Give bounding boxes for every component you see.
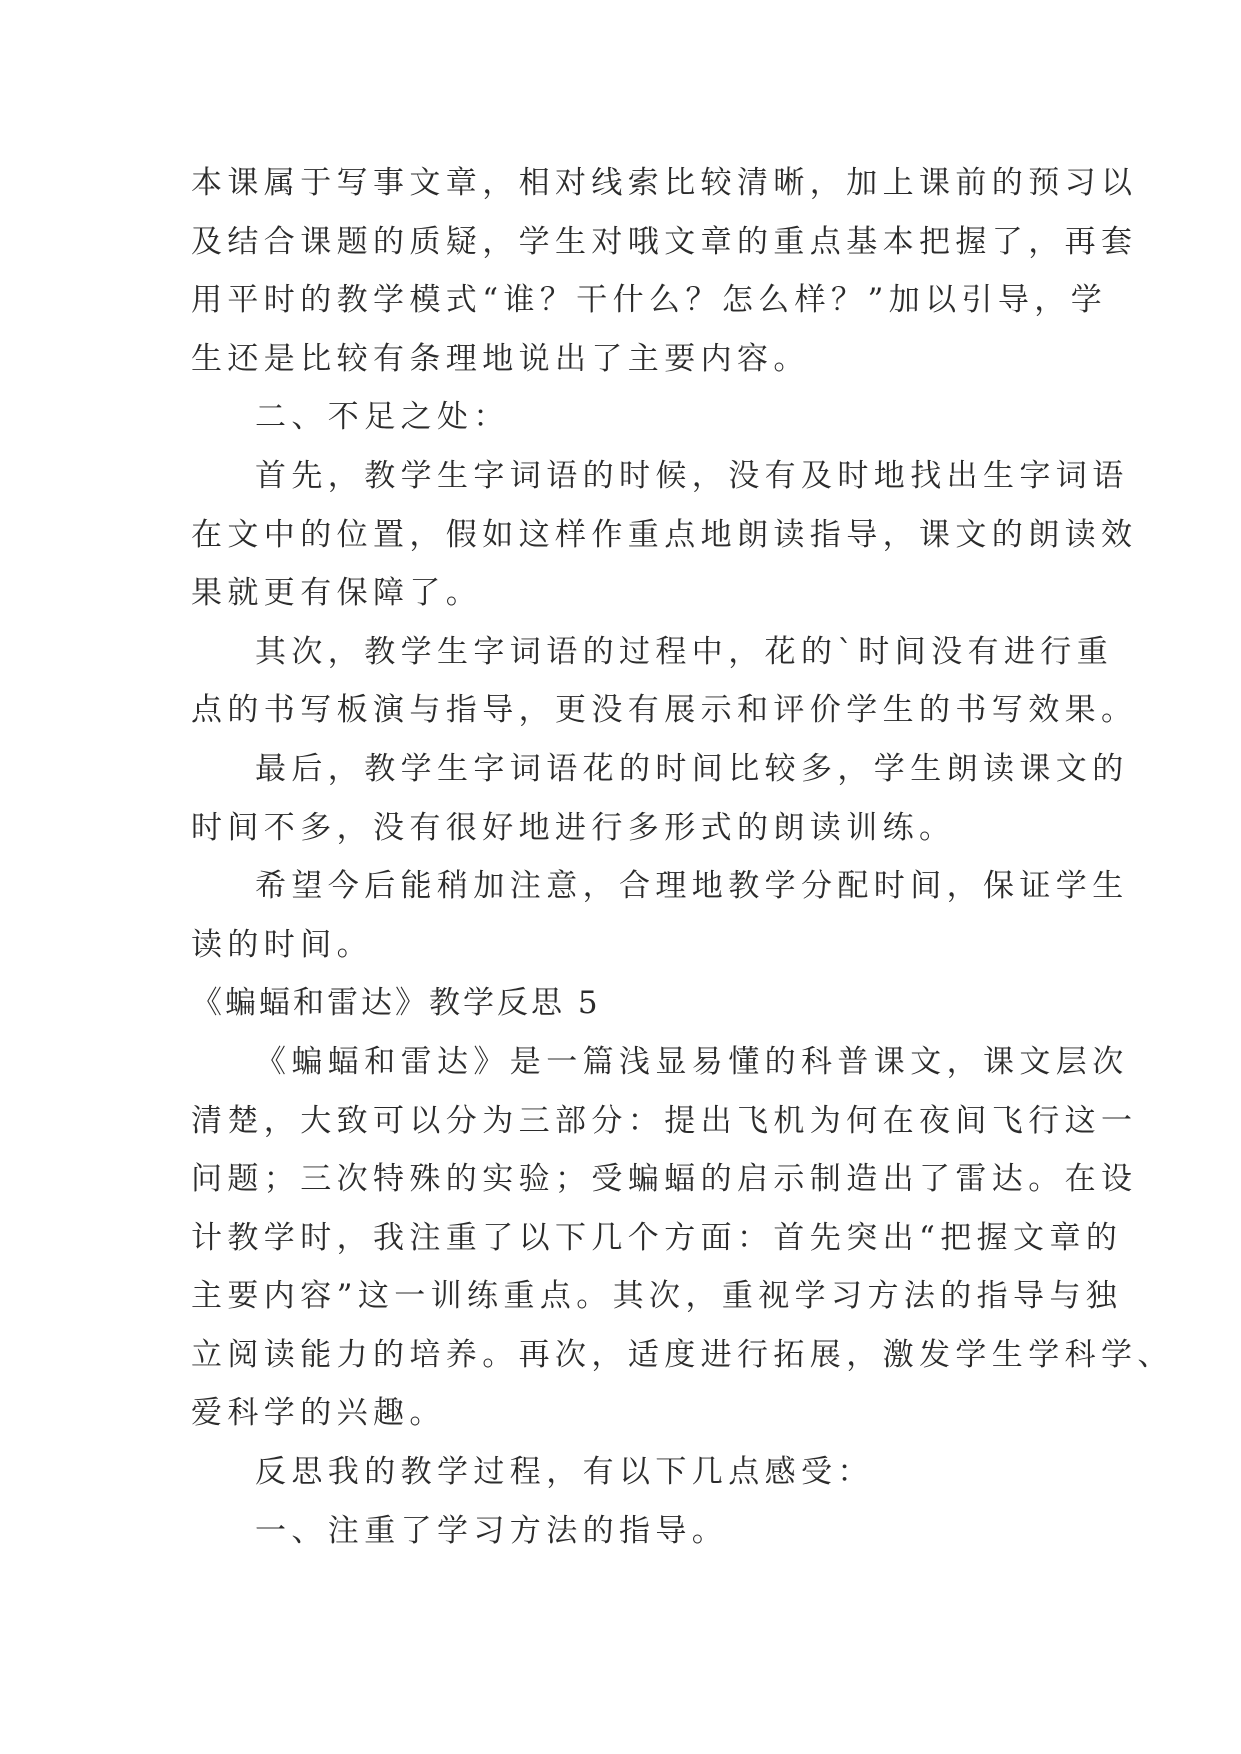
paragraph [191,857,1129,974]
text-line: 《蝙蝠和雷达》是一篇浅显易懂的科普课文，课文层次 [255,1043,1129,1080]
paragraph [191,388,1071,447]
paragraph [191,1502,1071,1561]
text-line: 读的时间。 [191,926,373,963]
article-heading [191,974,1071,1033]
heading-text: 《蝙蝠和雷达》教学反思 5 [191,985,601,1022]
section-subheading: 二、不足之处： [255,399,510,436]
text-line: 果就更有保障了。 [191,575,483,612]
text-line: 本课属于写事文章，相对线索比较清晰，加上课前的预习以 [191,165,1138,201]
paragraph [191,154,1138,388]
text-line: 清楚，大致可以分为三部分：提出飞机为何在夜间飞行这一 [191,1102,1138,1139]
text-line: 最后，教学生字词语花的时间比较多，学生朗读课文的 [255,750,1129,787]
text-line: 时间不多，没有很好地进行多形式的朗读训练。 [191,809,956,846]
text-line: 爱科学的兴趣。 [191,1395,446,1432]
paragraph [191,447,1138,623]
text-line: 首先，教学生字词语的时候，没有及时地找出生字词语 [255,457,1129,494]
paragraph [191,740,1129,857]
text-line: 计教学时，我注重了以下几个方面：首先突出“把握文章的 [191,1219,1123,1256]
text-line: 主要内容”这一训练重点。其次，重视学习方法的指导与独 [191,1278,1123,1315]
text-line: 反思我的教学过程，有以下几点感受： [255,1454,874,1491]
text-line: 希望今后能稍加注意，合理地教学分配时间，保证学生 [255,868,1129,905]
text-line: 在文中的位置，假如这样作重点地朗读指导，课文的朗读效 [191,516,1138,553]
text-line: 用平时的教学模式“谁？干什么？怎么样？”加以引导，学 [191,282,1108,319]
document-body [191,154,1174,1560]
paragraph [191,1443,1071,1502]
text-line: 立阅读能力的培养。再次，适度进行拓展，激发学生学科学、 [191,1336,1174,1373]
section-subheading: 一、注重了学习方法的指导。 [255,1512,729,1549]
text-line: 问题；三次特殊的实验；受蝙蝠的启示制造出了雷达。在设 [191,1161,1138,1198]
text-line: 及结合课题的质疑，学生对哦文章的重点基本把握了，再套 [191,223,1138,260]
text-line: 生还是比较有条理地说出了主要内容。 [191,340,810,377]
paragraph [191,623,1138,740]
text-line: 其次，教学生字词语的过程中，花的`时间没有进行重 [255,633,1114,670]
paragraph [191,1033,1174,1443]
text-line: 点的书写板演与指导，更没有展示和评价学生的书写效果。 [191,692,1138,729]
